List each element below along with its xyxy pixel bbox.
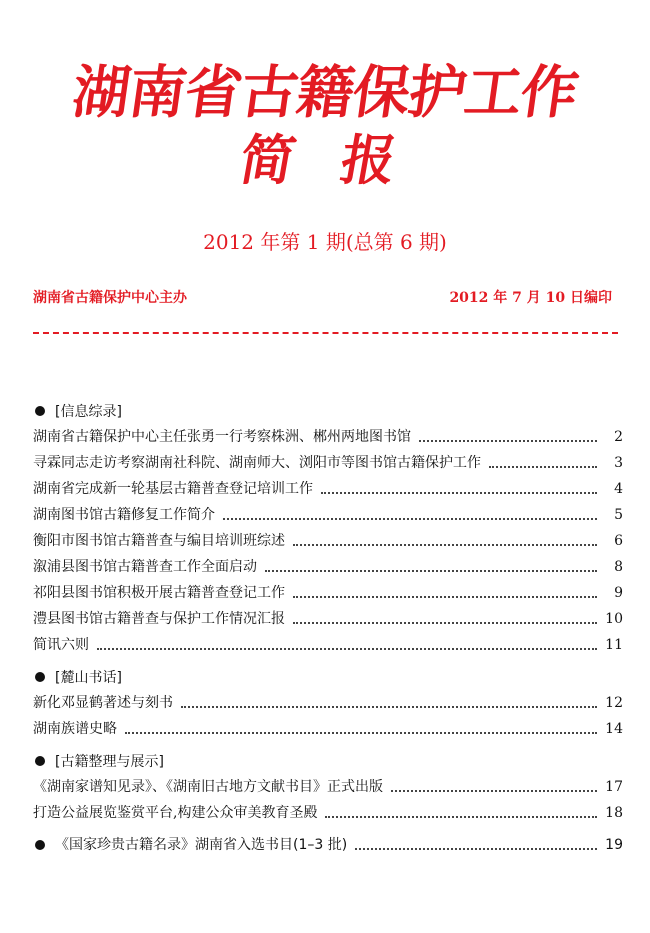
- dot-leader: [419, 440, 597, 442]
- entry-page: 6: [614, 533, 623, 549]
- entry-title: 溆浦县图书馆古籍普查工作全面启动: [33, 559, 257, 575]
- issue-number: 2012 年第 1 期(总第 6 期): [203, 230, 447, 254]
- toc-entry[interactable]: [33, 476, 623, 502]
- entry-title: 新化邓显鹤著述与刻书: [33, 695, 173, 711]
- section-heading: [33, 748, 623, 774]
- toc-entry[interactable]: [33, 774, 623, 800]
- entry-page: 17: [605, 779, 623, 795]
- bullet-icon: [35, 756, 45, 766]
- entry-page: 3: [614, 455, 623, 471]
- toc-entry[interactable]: [33, 580, 623, 606]
- toc-entry[interactable]: [33, 632, 623, 658]
- entry-page: 12: [605, 695, 623, 711]
- toc-entry[interactable]: [33, 554, 623, 580]
- dot-leader: [293, 596, 597, 598]
- toc-entry[interactable]: [33, 528, 623, 554]
- entry-page: 5: [614, 507, 623, 523]
- dot-leader: [355, 848, 597, 850]
- masthead-title: 湖南省古籍保护工作: [68, 60, 582, 126]
- dot-leader: [125, 732, 597, 734]
- toc-entry[interactable]: [33, 450, 623, 476]
- dot-leader: [265, 570, 597, 572]
- entry-title: 打造公益展览鉴赏平台,构建公众审美教育圣殿: [33, 805, 318, 821]
- dot-leader: [321, 492, 597, 494]
- toc-entry[interactable]: [33, 800, 623, 826]
- entry-title: 澧县图书馆古籍普查与保护工作情况汇报: [33, 611, 285, 627]
- featured-toc-entry[interactable]: [33, 832, 623, 858]
- entry-page: 8: [614, 559, 623, 575]
- entry-title: 湖南省完成新一轮基层古籍普查登记培训工作: [33, 481, 313, 497]
- entry-page: 11: [605, 637, 623, 653]
- section-title: [信息综录]: [55, 404, 122, 420]
- masthead-subtitle: 简 报: [235, 129, 416, 192]
- bullet-icon: [35, 406, 45, 416]
- compiled-date: 2012 年 7 月 10 日编印: [449, 290, 612, 306]
- section-title: [古籍整理与展示]: [55, 754, 164, 770]
- dot-leader: [97, 648, 597, 650]
- entry-title: 寻霖同志走访考察湖南社科院、湖南师大、浏阳市等图书馆古籍保护工作: [33, 455, 481, 471]
- toc-entry[interactable]: [33, 606, 623, 632]
- toc-entry[interactable]: [33, 716, 623, 742]
- entry-title: 《国家珍贵古籍名录》湖南省入选书目(1–3 批): [55, 837, 348, 853]
- entry-page: 18: [605, 805, 623, 821]
- dot-leader: [223, 518, 597, 520]
- dot-leader: [489, 466, 597, 468]
- section-title: [麓山书话]: [55, 670, 122, 686]
- dot-leader: [391, 790, 597, 792]
- sponsor-line: 湖南省古籍保护中心主办: [33, 290, 187, 306]
- dot-leader: [293, 544, 597, 546]
- entry-title: 衡阳市图书馆古籍普查与编目培训班综述: [33, 533, 285, 549]
- toc-entry[interactable]: [33, 690, 623, 716]
- toc-entry[interactable]: [33, 424, 623, 450]
- entry-title: 湖南省古籍保护中心主任张勇一行考察株洲、郴州两地图书馆: [33, 429, 411, 445]
- dot-leader: [181, 706, 597, 708]
- entry-title: 湖南族谱史略: [33, 721, 117, 737]
- entry-page: 4: [614, 481, 623, 497]
- entry-title: 简讯六则: [33, 637, 89, 653]
- entry-page: 14: [605, 721, 623, 737]
- entry-title: 湖南图书馆古籍修复工作简介: [33, 507, 215, 523]
- dot-leader: [325, 816, 597, 818]
- section-heading: [33, 398, 623, 424]
- red-dashed-divider: [33, 332, 618, 334]
- toc-entry[interactable]: [33, 502, 623, 528]
- entry-page: 10: [605, 611, 623, 627]
- table-of-contents: [33, 398, 623, 858]
- entry-page: 19: [605, 837, 623, 853]
- entry-page: 2: [614, 429, 623, 445]
- section-heading: [33, 664, 623, 690]
- dot-leader: [293, 622, 597, 624]
- entry-title: 祁阳县图书馆积极开展古籍普查登记工作: [33, 585, 285, 601]
- bullet-icon: [35, 672, 45, 682]
- entry-page: 9: [614, 585, 623, 601]
- bullet-icon: [35, 840, 45, 850]
- entry-title: 《湖南家谱知见录》、《湖南旧古地方文献书目》正式出版: [33, 779, 383, 795]
